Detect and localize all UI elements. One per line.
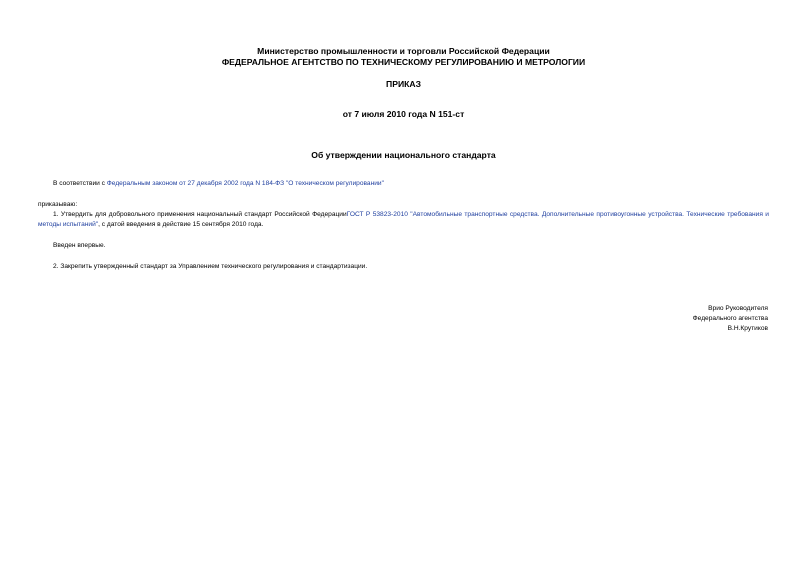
- legal-basis-prefix: В соответствии с: [53, 180, 107, 187]
- agency-name: ФЕДЕРАЛЬНОЕ АГЕНТСТВО ПО ТЕХНИЧЕСКОМУ РЕГУЛИРОВАНИЮ И МЕТРОЛОГИИ: [221, 57, 586, 67]
- document-header: [0, 46, 807, 68]
- gost-standard-link[interactable]: ГОСТ Р 53823-2010 "Автомобильные транспортные средства. Дополнительные противоугонные устройства. Технические требования и методы испытаний": [38, 211, 769, 228]
- order-title: ПРИКАЗ: [386, 79, 421, 89]
- paragraph-first-introduced: Введен впервые.: [53, 242, 106, 249]
- paragraph-legal-basis: [38, 179, 769, 189]
- signature-name: В.Н.Крутиков: [727, 325, 768, 332]
- federal-law-link[interactable]: Федеральным законом от 27 декабря 2002 года N 184-ФЗ "О техническом регулировании": [106, 180, 384, 187]
- approve-suffix: , с датой введения в действие 15 сентября 2010 года.: [98, 221, 264, 228]
- signature-position: Врио Руководителя: [708, 305, 768, 312]
- paragraph-approve: [38, 210, 769, 230]
- order-date: от 7 июля 2010 года N 151-ст: [342, 109, 465, 119]
- signature-agency: Федерального агентства: [692, 315, 768, 322]
- paragraph-order-word: приказываю:: [38, 201, 78, 208]
- approve-prefix: 1. Утвердить для добровольного применения национальный стандарт Российской Федерации: [53, 211, 347, 218]
- document-title: Об утверждении национального стандарта: [311, 150, 496, 160]
- paragraph-assign: 2. Закрепить утвержденный стандарт за Управлением технического регулирования и стандартизации.: [53, 263, 368, 270]
- signature-block: [520, 304, 768, 334]
- ministry-name: Министерство промышленности и торговли Российской Федерации: [257, 46, 550, 56]
